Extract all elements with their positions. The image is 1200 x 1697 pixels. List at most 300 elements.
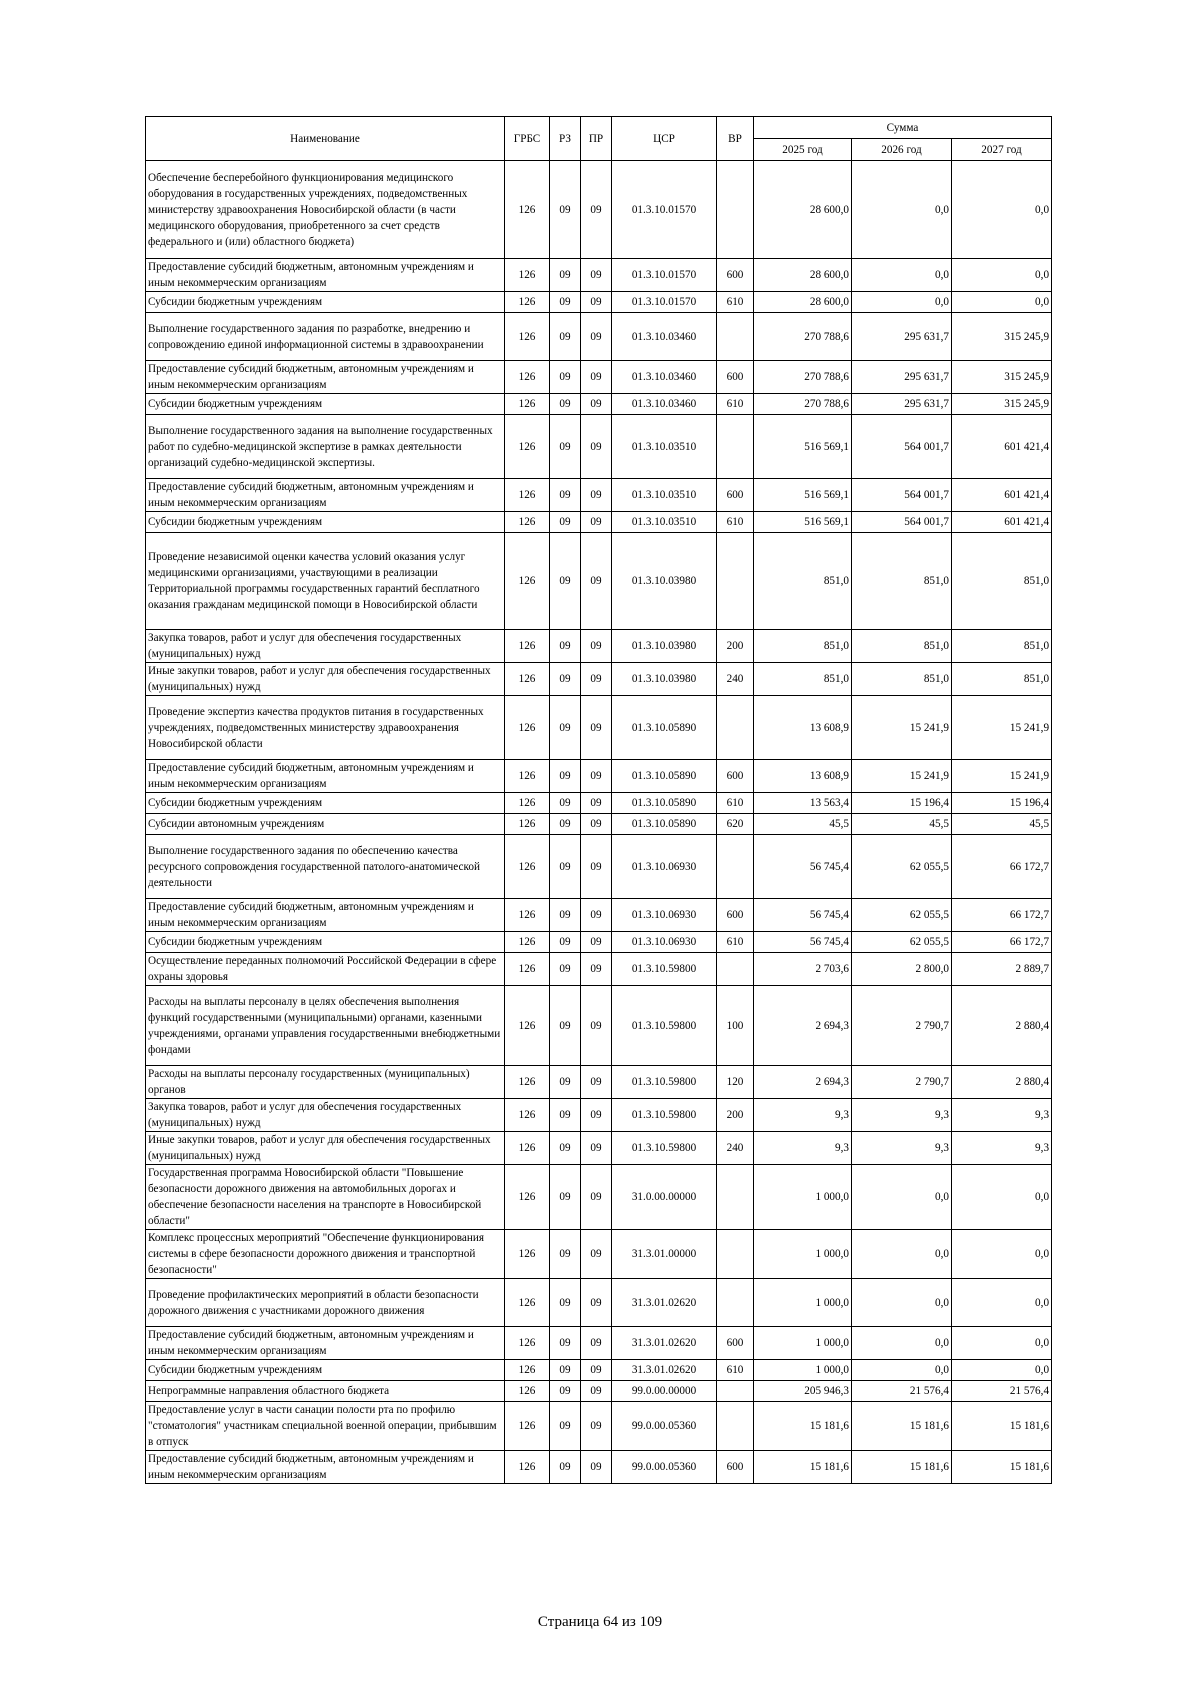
- page-number: Страница 64 из 109: [537, 1614, 663, 1630]
- row-rz: 09: [550, 932, 581, 953]
- row-csr: 31.3.01.00000: [612, 1230, 717, 1279]
- row-grbs: 126: [505, 394, 550, 415]
- row-vr: 600: [717, 899, 754, 932]
- row-name: Осуществление переданных полномочий Российской Федерации в сфере охраны здоровья: [146, 953, 505, 986]
- table-row: [146, 394, 1052, 415]
- row-name: Предоставление субсидий бюджетным, автономным учреждениям и иным некоммерческим организациям: [146, 479, 505, 512]
- row-rz: 09: [550, 1132, 581, 1165]
- row-amount-2025: 270 788,6: [754, 313, 852, 361]
- row-vr: [717, 161, 754, 259]
- row-name: Закупка товаров, работ и услуг для обеспечения государственных (муниципальных) нужд: [146, 630, 505, 663]
- row-csr: 99.0.00.05360: [612, 1451, 717, 1484]
- table-row: [146, 161, 1052, 259]
- row-rz: 09: [550, 760, 581, 793]
- row-amount-2025: 1 000,0: [754, 1165, 852, 1230]
- row-amount-2025: 205 946,3: [754, 1381, 852, 1402]
- row-amount-2027: 2 880,4: [952, 986, 1052, 1066]
- row-amount-2026: 0,0: [852, 1360, 952, 1381]
- row-amount-2025: 28 600,0: [754, 292, 852, 313]
- row-amount-2026: 0,0: [852, 161, 952, 259]
- row-vr: 610: [717, 292, 754, 313]
- row-pr: 09: [581, 986, 612, 1066]
- row-name: Расходы на выплаты персоналу в целях обеспечения выполнения функций государственными (муниципальными) органами, казенными учреждениями, органами управления государственными внебюджетными фондами: [146, 986, 505, 1066]
- row-grbs: 126: [505, 1381, 550, 1402]
- row-amount-2026: 15 241,9: [852, 696, 952, 760]
- row-vr: 600: [717, 259, 754, 292]
- row-pr: 09: [581, 1165, 612, 1230]
- row-pr: 09: [581, 292, 612, 313]
- table-row: [146, 479, 1052, 512]
- row-vr: 610: [717, 394, 754, 415]
- row-pr: 09: [581, 953, 612, 986]
- row-amount-2027: 0,0: [952, 161, 1052, 259]
- row-name: Проведение профилактических мероприятий в области безопасности дорожного движения с участниками дорожного движения: [146, 1279, 505, 1327]
- row-csr: 01.3.10.03980: [612, 533, 717, 630]
- row-amount-2027: 601 421,4: [952, 479, 1052, 512]
- row-amount-2027: 601 421,4: [952, 415, 1052, 479]
- row-csr: 01.3.10.03510: [612, 512, 717, 533]
- row-rz: 09: [550, 1099, 581, 1132]
- row-rz: 09: [550, 814, 581, 835]
- row-amount-2026: 62 055,5: [852, 899, 952, 932]
- row-amount-2027: 0,0: [952, 1360, 1052, 1381]
- row-amount-2025: 851,0: [754, 533, 852, 630]
- table-row: [146, 814, 1052, 835]
- row-pr: 09: [581, 1402, 612, 1451]
- row-amount-2026: 9,3: [852, 1099, 952, 1132]
- row-grbs: 126: [505, 259, 550, 292]
- header-year-2027: 2027 год: [952, 139, 1052, 161]
- row-name: Выполнение государственного задания по разработке, внедрению и сопровождению единой информационной системы в здравоохранении: [146, 313, 505, 361]
- row-csr: 99.0.00.05360: [612, 1402, 717, 1451]
- row-amount-2026: 295 631,7: [852, 394, 952, 415]
- row-amount-2026: 15 181,6: [852, 1402, 952, 1451]
- row-csr: 01.3.10.03460: [612, 313, 717, 361]
- row-amount-2025: 56 745,4: [754, 899, 852, 932]
- row-rz: 09: [550, 1327, 581, 1360]
- row-amount-2027: 2 880,4: [952, 1066, 1052, 1099]
- row-vr: 200: [717, 630, 754, 663]
- row-amount-2027: 0,0: [952, 292, 1052, 313]
- row-amount-2027: 315 245,9: [952, 361, 1052, 394]
- row-grbs: 126: [505, 415, 550, 479]
- table-row: [146, 899, 1052, 932]
- row-amount-2026: 564 001,7: [852, 512, 952, 533]
- row-amount-2027: 15 241,9: [952, 696, 1052, 760]
- row-grbs: 126: [505, 512, 550, 533]
- row-amount-2025: 45,5: [754, 814, 852, 835]
- row-amount-2026: 15 196,4: [852, 793, 952, 814]
- table-header: [146, 117, 1052, 161]
- row-grbs: 126: [505, 1230, 550, 1279]
- row-csr: 01.3.10.59800: [612, 953, 717, 986]
- row-csr: 01.3.10.03510: [612, 415, 717, 479]
- row-amount-2025: 13 563,4: [754, 793, 852, 814]
- row-amount-2027: 66 172,7: [952, 932, 1052, 953]
- row-vr: [717, 835, 754, 899]
- row-name: Обеспечение бесперебойного функционирования медицинского оборудования в государственных учреждениях, подведомственных министерству здравоохранения Новосибирской области (в части медицинского оборудования, приобретенного за счет средств федерального и (или) областного бюджета): [146, 161, 505, 259]
- row-rz: 09: [550, 696, 581, 760]
- row-vr: 610: [717, 793, 754, 814]
- row-amount-2025: 9,3: [754, 1132, 852, 1165]
- row-rz: 09: [550, 259, 581, 292]
- row-pr: 09: [581, 1327, 612, 1360]
- row-amount-2025: 13 608,9: [754, 696, 852, 760]
- row-pr: 09: [581, 415, 612, 479]
- row-pr: 09: [581, 313, 612, 361]
- row-pr: 09: [581, 479, 612, 512]
- row-grbs: 126: [505, 899, 550, 932]
- row-grbs: 126: [505, 630, 550, 663]
- row-name: Предоставление субсидий бюджетным, автономным учреждениям и иным некоммерческим организациям: [146, 760, 505, 793]
- row-rz: 09: [550, 630, 581, 663]
- row-amount-2025: 28 600,0: [754, 259, 852, 292]
- row-rz: 09: [550, 1451, 581, 1484]
- row-name: Государственная программа Новосибирской области "Повышение безопасности дорожного движения на автомобильных дорогах и обеспечение безопасности населения на транспорте в Новосибирской области": [146, 1165, 505, 1230]
- row-amount-2026: 0,0: [852, 1165, 952, 1230]
- row-amount-2026: 2 800,0: [852, 953, 952, 986]
- row-vr: [717, 1165, 754, 1230]
- row-amount-2026: 9,3: [852, 1132, 952, 1165]
- table-row: [146, 630, 1052, 663]
- row-amount-2026: 0,0: [852, 1327, 952, 1360]
- row-amount-2027: 0,0: [952, 1279, 1052, 1327]
- row-amount-2027: 2 889,7: [952, 953, 1052, 986]
- row-csr: 01.3.10.01570: [612, 161, 717, 259]
- row-vr: 100: [717, 986, 754, 1066]
- table-row: [146, 1165, 1052, 1230]
- row-amount-2026: 2 790,7: [852, 986, 952, 1066]
- row-amount-2026: 2 790,7: [852, 1066, 952, 1099]
- row-grbs: 126: [505, 953, 550, 986]
- row-grbs: 126: [505, 696, 550, 760]
- row-grbs: 126: [505, 1066, 550, 1099]
- row-rz: 09: [550, 986, 581, 1066]
- row-grbs: 126: [505, 1099, 550, 1132]
- row-amount-2026: 851,0: [852, 533, 952, 630]
- row-grbs: 126: [505, 663, 550, 696]
- row-vr: [717, 415, 754, 479]
- row-pr: 09: [581, 663, 612, 696]
- row-grbs: 126: [505, 1165, 550, 1230]
- row-grbs: 126: [505, 1402, 550, 1451]
- row-pr: 09: [581, 361, 612, 394]
- row-amount-2025: 516 569,1: [754, 512, 852, 533]
- row-amount-2025: 28 600,0: [754, 161, 852, 259]
- row-amount-2027: 0,0: [952, 1165, 1052, 1230]
- row-csr: 01.3.10.06930: [612, 835, 717, 899]
- row-amount-2026: 564 001,7: [852, 479, 952, 512]
- row-amount-2025: 15 181,6: [754, 1402, 852, 1451]
- header-grbs: ГРБС: [505, 117, 550, 161]
- row-amount-2025: 270 788,6: [754, 394, 852, 415]
- row-pr: 09: [581, 835, 612, 899]
- table-row: [146, 259, 1052, 292]
- row-grbs: 126: [505, 932, 550, 953]
- table-row: [146, 292, 1052, 313]
- table-row: [146, 1132, 1052, 1165]
- row-name: Предоставление субсидий бюджетным, автономным учреждениям и иным некоммерческим организациям: [146, 361, 505, 394]
- row-pr: 09: [581, 512, 612, 533]
- row-rz: 09: [550, 394, 581, 415]
- row-grbs: 126: [505, 292, 550, 313]
- row-pr: 09: [581, 793, 612, 814]
- row-grbs: 126: [505, 760, 550, 793]
- row-grbs: 126: [505, 1327, 550, 1360]
- row-name: Предоставление субсидий бюджетным, автономным учреждениям и иным некоммерческим организациям: [146, 1451, 505, 1484]
- row-amount-2026: 21 576,4: [852, 1381, 952, 1402]
- row-csr: 01.3.10.03980: [612, 630, 717, 663]
- row-amount-2027: 0,0: [952, 259, 1052, 292]
- row-pr: 09: [581, 932, 612, 953]
- row-csr: 01.3.10.03510: [612, 479, 717, 512]
- row-csr: 01.3.10.01570: [612, 292, 717, 313]
- row-vr: [717, 953, 754, 986]
- row-amount-2027: 851,0: [952, 533, 1052, 630]
- table-body: [146, 161, 1052, 1484]
- table-row: [146, 760, 1052, 793]
- row-amount-2025: 2 694,3: [754, 986, 852, 1066]
- row-name: Расходы на выплаты персоналу государственных (муниципальных) органов: [146, 1066, 505, 1099]
- row-amount-2027: 15 181,6: [952, 1451, 1052, 1484]
- row-rz: 09: [550, 899, 581, 932]
- row-name: Предоставление услуг в части санации полости рта по профилю "стоматология" участникам специальной военной операции, прибывшим в отпуск: [146, 1402, 505, 1451]
- table-row: [146, 533, 1052, 630]
- row-amount-2025: 270 788,6: [754, 361, 852, 394]
- row-rz: 09: [550, 835, 581, 899]
- row-grbs: 126: [505, 986, 550, 1066]
- table-row: [146, 835, 1052, 899]
- row-pr: 09: [581, 161, 612, 259]
- row-name: Проведение независимой оценки качества условий оказания услуг медицинскими организациями, участвующими в реализации Территориальной программы государственных гарантий бесплатного оказания гражданам медицинской помощи в Новосибирской области: [146, 533, 505, 630]
- row-vr: [717, 696, 754, 760]
- table-row: [146, 313, 1052, 361]
- row-name: Проведение экспертиз качества продуктов питания в государственных учреждениях, подведомственных министерству здравоохранения Новосибирской области: [146, 696, 505, 760]
- row-amount-2025: 1 000,0: [754, 1327, 852, 1360]
- header-year-2025: 2025 год: [754, 139, 852, 161]
- row-grbs: 126: [505, 1279, 550, 1327]
- row-amount-2025: 56 745,4: [754, 932, 852, 953]
- row-pr: 09: [581, 1132, 612, 1165]
- table-row: [146, 953, 1052, 986]
- row-rz: 09: [550, 479, 581, 512]
- row-rz: 09: [550, 415, 581, 479]
- row-name: Закупка товаров, работ и услуг для обеспечения государственных (муниципальных) нужд: [146, 1099, 505, 1132]
- row-csr: 01.3.10.06930: [612, 932, 717, 953]
- row-grbs: 126: [505, 313, 550, 361]
- row-rz: 09: [550, 1381, 581, 1402]
- row-csr: 01.3.10.03460: [612, 394, 717, 415]
- row-rz: 09: [550, 361, 581, 394]
- row-vr: 610: [717, 1360, 754, 1381]
- row-amount-2025: 56 745,4: [754, 835, 852, 899]
- row-amount-2025: 1 000,0: [754, 1279, 852, 1327]
- table-row: [146, 1451, 1052, 1484]
- row-name: Субсидии бюджетным учреждениям: [146, 793, 505, 814]
- row-amount-2025: 13 608,9: [754, 760, 852, 793]
- row-vr: 240: [717, 663, 754, 696]
- table-row: [146, 1279, 1052, 1327]
- row-pr: 09: [581, 760, 612, 793]
- row-pr: 09: [581, 1066, 612, 1099]
- row-name: Субсидии бюджетным учреждениям: [146, 1360, 505, 1381]
- row-rz: 09: [550, 1230, 581, 1279]
- row-rz: 09: [550, 313, 581, 361]
- header-name: Наименование: [146, 117, 505, 161]
- row-rz: 09: [550, 1360, 581, 1381]
- row-amount-2025: 15 181,6: [754, 1451, 852, 1484]
- row-grbs: 126: [505, 479, 550, 512]
- row-name: Субсидии автономным учреждениям: [146, 814, 505, 835]
- row-amount-2025: 1 000,0: [754, 1230, 852, 1279]
- row-vr: [717, 1279, 754, 1327]
- row-pr: 09: [581, 533, 612, 630]
- row-pr: 09: [581, 696, 612, 760]
- row-vr: [717, 1381, 754, 1402]
- row-amount-2027: 315 245,9: [952, 394, 1052, 415]
- row-amount-2026: 851,0: [852, 663, 952, 696]
- row-rz: 09: [550, 663, 581, 696]
- row-csr: 01.3.10.59800: [612, 1132, 717, 1165]
- row-amount-2025: 9,3: [754, 1099, 852, 1132]
- row-vr: 120: [717, 1066, 754, 1099]
- row-amount-2026: 15 181,6: [852, 1451, 952, 1484]
- row-csr: 01.3.10.05890: [612, 696, 717, 760]
- row-grbs: 126: [505, 533, 550, 630]
- row-rz: 09: [550, 161, 581, 259]
- row-csr: 31.3.01.02620: [612, 1327, 717, 1360]
- row-amount-2026: 851,0: [852, 630, 952, 663]
- row-vr: 600: [717, 479, 754, 512]
- row-pr: 09: [581, 814, 612, 835]
- table-row: [146, 1099, 1052, 1132]
- row-amount-2027: 851,0: [952, 630, 1052, 663]
- table-row: [146, 512, 1052, 533]
- table-row: [146, 696, 1052, 760]
- row-pr: 09: [581, 1099, 612, 1132]
- row-amount-2027: 315 245,9: [952, 313, 1052, 361]
- row-csr: 01.3.10.59800: [612, 986, 717, 1066]
- row-vr: 600: [717, 1451, 754, 1484]
- table-row: [146, 1327, 1052, 1360]
- row-amount-2025: 1 000,0: [754, 1360, 852, 1381]
- header-csr: ЦСР: [612, 117, 717, 161]
- row-pr: 09: [581, 394, 612, 415]
- table-row: [146, 932, 1052, 953]
- row-amount-2027: 851,0: [952, 663, 1052, 696]
- row-csr: 99.0.00.00000: [612, 1381, 717, 1402]
- row-csr: 01.3.10.05890: [612, 793, 717, 814]
- row-name: Субсидии бюджетным учреждениям: [146, 394, 505, 415]
- row-amount-2026: 62 055,5: [852, 932, 952, 953]
- table-row: [146, 986, 1052, 1066]
- row-amount-2027: 15 241,9: [952, 760, 1052, 793]
- row-amount-2025: 2 703,6: [754, 953, 852, 986]
- table-row: [146, 1066, 1052, 1099]
- row-pr: 09: [581, 259, 612, 292]
- row-amount-2026: 0,0: [852, 1230, 952, 1279]
- row-amount-2026: 0,0: [852, 259, 952, 292]
- header-rz: РЗ: [550, 117, 581, 161]
- row-pr: 09: [581, 630, 612, 663]
- row-csr: 31.0.00.00000: [612, 1165, 717, 1230]
- row-amount-2027: 0,0: [952, 1327, 1052, 1360]
- row-csr: 01.3.10.59800: [612, 1066, 717, 1099]
- table-row: [146, 1402, 1052, 1451]
- row-grbs: 126: [505, 1451, 550, 1484]
- row-amount-2027: 66 172,7: [952, 835, 1052, 899]
- table-row: [146, 415, 1052, 479]
- row-amount-2025: 2 694,3: [754, 1066, 852, 1099]
- row-rz: 09: [550, 292, 581, 313]
- row-vr: 610: [717, 512, 754, 533]
- row-csr: 01.3.10.01570: [612, 259, 717, 292]
- row-rz: 09: [550, 533, 581, 630]
- row-vr: 610: [717, 932, 754, 953]
- table-row: [146, 361, 1052, 394]
- row-csr: 31.3.01.02620: [612, 1279, 717, 1327]
- row-name: Иные закупки товаров, работ и услуг для обеспечения государственных (муниципальных) нужд: [146, 1132, 505, 1165]
- row-rz: 09: [550, 1066, 581, 1099]
- row-grbs: 126: [505, 161, 550, 259]
- row-amount-2026: 0,0: [852, 292, 952, 313]
- row-grbs: 126: [505, 1360, 550, 1381]
- header-year-2026: 2026 год: [852, 139, 952, 161]
- row-pr: 09: [581, 899, 612, 932]
- row-name: Субсидии бюджетным учреждениям: [146, 292, 505, 313]
- table-row: [146, 1381, 1052, 1402]
- row-csr: 01.3.10.05890: [612, 760, 717, 793]
- row-amount-2027: 66 172,7: [952, 899, 1052, 932]
- row-amount-2026: 295 631,7: [852, 361, 952, 394]
- row-csr: 01.3.10.03460: [612, 361, 717, 394]
- row-rz: 09: [550, 1402, 581, 1451]
- row-pr: 09: [581, 1230, 612, 1279]
- row-name: Субсидии бюджетным учреждениям: [146, 512, 505, 533]
- row-name: Выполнение государственного задания по обеспечению качества ресурсного сопровождения государственной патолого-анатомической деятельности: [146, 835, 505, 899]
- row-grbs: 126: [505, 1132, 550, 1165]
- row-name: Субсидии бюджетным учреждениям: [146, 932, 505, 953]
- row-amount-2025: 516 569,1: [754, 415, 852, 479]
- row-vr: 620: [717, 814, 754, 835]
- row-amount-2026: 0,0: [852, 1279, 952, 1327]
- row-csr: 01.3.10.06930: [612, 899, 717, 932]
- row-vr: [717, 313, 754, 361]
- row-amount-2027: 45,5: [952, 814, 1052, 835]
- row-amount-2026: 564 001,7: [852, 415, 952, 479]
- table-row: [146, 793, 1052, 814]
- table-row: [146, 1360, 1052, 1381]
- row-rz: 09: [550, 1165, 581, 1230]
- row-name: Предоставление субсидий бюджетным, автономным учреждениям и иным некоммерческим организациям: [146, 1327, 505, 1360]
- table-row: [146, 663, 1052, 696]
- table-row: [146, 1230, 1052, 1279]
- row-name: Иные закупки товаров, работ и услуг для обеспечения государственных (муниципальных) нужд: [146, 663, 505, 696]
- row-grbs: 126: [505, 814, 550, 835]
- row-amount-2027: 15 196,4: [952, 793, 1052, 814]
- row-csr: 31.3.01.02620: [612, 1360, 717, 1381]
- row-name: Комплекс процессных мероприятий "Обеспечение функционирования системы в сфере безопасности дорожного движения и транспортной безопасности": [146, 1230, 505, 1279]
- row-grbs: 126: [505, 793, 550, 814]
- header-pr: ПР: [581, 117, 612, 161]
- row-amount-2027: 0,0: [952, 1230, 1052, 1279]
- row-amount-2027: 601 421,4: [952, 512, 1052, 533]
- row-pr: 09: [581, 1360, 612, 1381]
- row-rz: 09: [550, 793, 581, 814]
- row-rz: 09: [550, 953, 581, 986]
- row-vr: 200: [717, 1099, 754, 1132]
- row-amount-2027: 9,3: [952, 1132, 1052, 1165]
